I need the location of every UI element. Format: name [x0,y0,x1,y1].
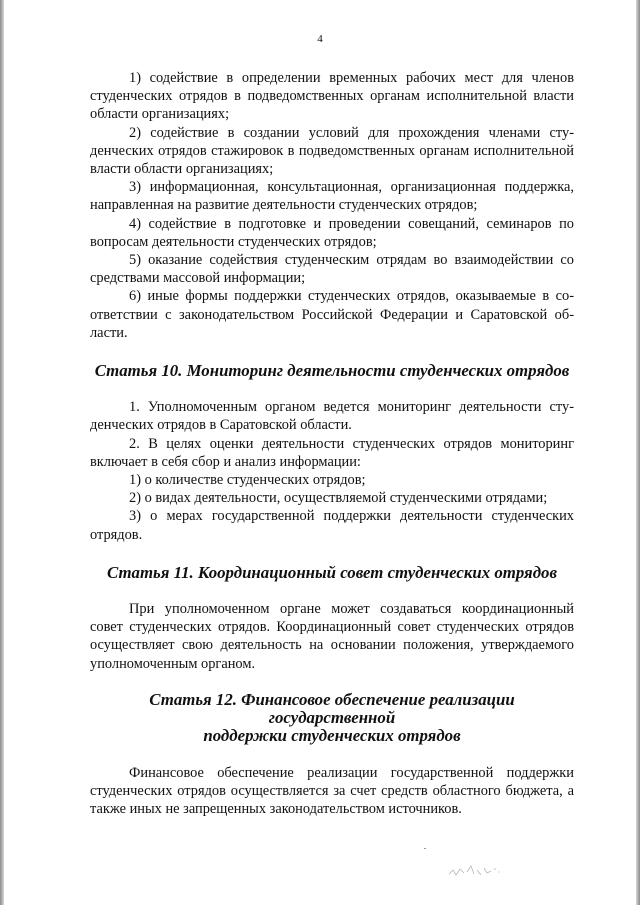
article-10-heading: Статья 10. Мониторинг деятельности студенческих отрядов [94,361,570,381]
paragraph: При уполномоченном органе может создаваться координационный совет студенческих отрядов. Координационный совет студенческих отрядов осуществляет свою деятельность на основании положения, утверждаемого уполномоченным органом. [90,601,574,672]
document-body [90,69,574,818]
article-10-body [90,398,574,544]
paragraph: 2. В целях оценки деятельности студенческих отрядов мониторинг включает в себя сбор и анализ информации: [90,435,574,470]
scan-edge-right [636,0,640,905]
list-item: 2) содействие в создании условий для прохождения членами студенческих отрядов стажировок в подведомственных органам исполнительной власти области организациях; [90,124,574,178]
support-measures-list [90,69,574,342]
list-item: 3) информационная, консультационная, организационная поддержка, направленная на развитие деятельности студенческих отрядов; [90,179,574,214]
scan-noise-mark [447,860,507,880]
scan-edge-left [0,0,4,905]
list-item: 2) о видах деятельности, осуществляемой студенческими отрядами; [129,490,548,507]
list-item: 5) оказание содействия студенческим отрядам во взаимодействии со средствами массовой информации; [90,252,574,287]
scan-speck [424,848,426,849]
article-12-heading-line-1: Статья 12. Финансовое обеспечение реализации государственной [149,689,515,728]
article-12-body [90,764,574,819]
article-12-heading [90,691,574,746]
list-item: 1) о количестве студенческих отрядов; [129,472,366,489]
page-number: 4 [317,33,323,45]
paragraph: 1. Уполномоченным органом ведется мониторинг деятельности студенческих отрядов в Саратовской области. [90,399,574,434]
paragraph: Финансовое обеспечение реализации государственной поддержки студенческих отрядов осуществляется за счет средств областного бюджета, а также иных не запрещенных законодательством источников. [90,764,574,817]
list-item: 4) содействие в подготовке и проведении совещаний, семинаров по вопросам деятельности студенческих отрядов; [90,215,574,250]
article-12-heading-line-2: поддержки студенческих отрядов [203,726,461,746]
list-item: 6) иные формы поддержки студенческих отрядов, оказываемые в соответствии с законодательством Российской Федерации и Саратовской области. [90,288,574,341]
article-11-body [90,600,574,673]
list-item: 3) о мерах государственной поддержки деятельности студенческих отрядов. [90,508,574,543]
list-item: 1) содействие в определении временных рабочих мест для членов студенческих отрядов в подведомственных органам исполнительной власти области организациях; [90,70,574,123]
article-11-heading: Статья 11. Координационный совет студенческих отрядов [107,562,557,582]
